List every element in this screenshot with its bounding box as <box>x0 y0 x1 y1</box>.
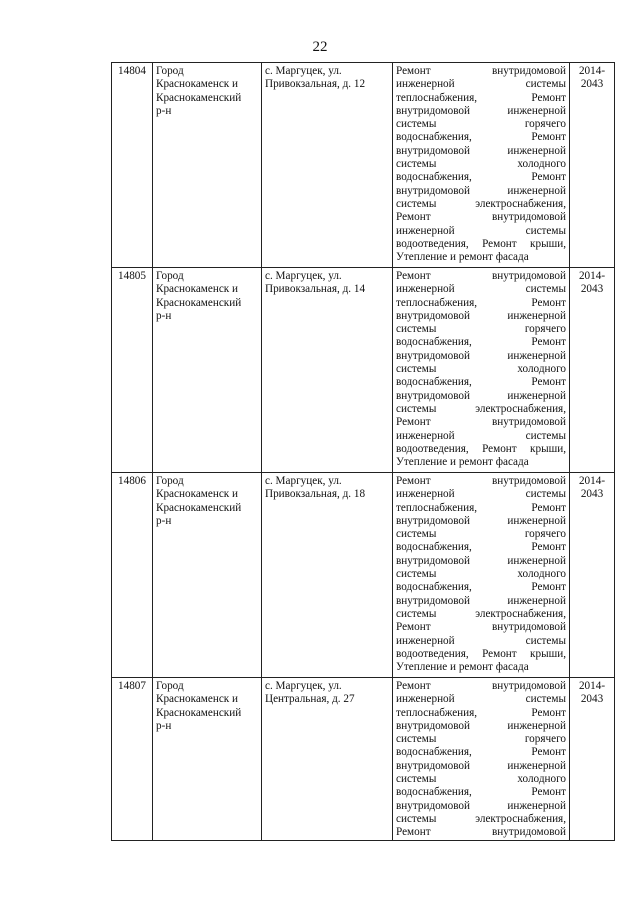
cell-line: внутридомовой инженерной <box>396 514 566 527</box>
cell-line: Привокзальная, д. 12 <box>265 78 366 91</box>
table-row <box>112 473 615 678</box>
cell-line: 2043 <box>580 283 604 296</box>
works-cell <box>393 268 570 473</box>
cell-line: системы электроснабжения, <box>396 402 566 415</box>
cell-line: водоснабжения, Ремонт <box>396 581 566 594</box>
cell-line: Ремонт внутридомовой <box>396 680 566 692</box>
cell-line: инженерной системы <box>396 488 566 501</box>
address-cell <box>262 473 393 678</box>
cell-line: водоснабжения, Ремонт <box>396 786 566 799</box>
period-cell <box>570 268 615 473</box>
table-row <box>112 678 615 841</box>
cell-line: водоснабжения, Ремонт <box>396 541 566 554</box>
cell-line: инженерной системы <box>396 693 566 706</box>
cell-line: системы горячего <box>396 323 566 336</box>
cell-line: внутридомовой инженерной <box>396 349 566 362</box>
cell-line: системы холодного <box>396 363 566 376</box>
cell-line: Центральная, д. 27 <box>265 693 355 706</box>
municipality-cell <box>153 63 262 268</box>
cell-line: системы электроснабжения, <box>396 197 566 210</box>
cell-line: Утепление и ремонт фасада <box>396 251 529 264</box>
cell-line: 2043 <box>580 693 604 706</box>
address-cell <box>262 268 393 473</box>
works-cell <box>393 678 570 841</box>
cell-line: внутридомовой инженерной <box>396 309 566 322</box>
row-number: 14807 <box>118 680 146 692</box>
cell-line: инженерной системы <box>396 283 566 296</box>
cell-line: Ремонт внутридомовой <box>396 65 566 77</box>
cell-line: системы горячего <box>396 118 566 131</box>
cell-line: внутридомовой инженерной <box>396 799 566 812</box>
cell-line: Утепление и ремонт фасада <box>396 456 529 469</box>
row-number: 14805 <box>118 270 146 282</box>
cell-line: водоснабжения, Ремонт <box>396 336 566 349</box>
cell-line: водоснабжения, Ремонт <box>396 376 566 389</box>
cell-line: с. Маргуцек, ул. <box>265 270 342 282</box>
cell-line: инженерной системы <box>396 429 566 442</box>
cell-line: внутридомовой инженерной <box>396 554 566 567</box>
municipality-cell <box>153 473 262 678</box>
cell-line: 2014- <box>578 65 606 77</box>
cell-line: Город <box>156 270 184 282</box>
works-cell <box>393 63 570 268</box>
cell-line: Ремонт внутридомовой <box>396 621 566 634</box>
cell-line: водоснабжения, Ремонт <box>396 171 566 184</box>
cell-line: внутридомовой инженерной <box>396 389 566 402</box>
table-row <box>112 268 615 473</box>
cell-line: Краснокаменский <box>156 91 242 104</box>
cell-line: системы холодного <box>396 568 566 581</box>
cell-line: Краснокаменск и <box>156 78 239 91</box>
cell-line: водоотведения, Ремонт крыши, <box>396 237 566 250</box>
cell-line: Город <box>156 65 184 77</box>
cell-line: р-н <box>156 104 172 117</box>
row-number: 14806 <box>118 475 146 487</box>
municipality-cell <box>153 678 262 841</box>
cell-line: Краснокаменский <box>156 296 242 309</box>
cell-line: водоснабжения, Ремонт <box>396 131 566 144</box>
cell-line: Краснокаменск и <box>156 283 239 296</box>
cell-line: водоотведения, Ремонт крыши, <box>396 442 566 455</box>
works-cell <box>393 473 570 678</box>
cell-line: внутридомовой инженерной <box>396 594 566 607</box>
cell-line: системы электроснабжения, <box>396 607 566 620</box>
cell-line: р-н <box>156 514 172 527</box>
cell-line: 2014- <box>578 270 606 282</box>
cell-line: 2043 <box>580 488 604 501</box>
cell-line: Ремонт внутридомовой <box>396 826 566 839</box>
cell-line: Привокзальная, д. 18 <box>265 488 366 501</box>
row-number-cell <box>112 473 153 678</box>
cell-line: Краснокаменск и <box>156 488 239 501</box>
cell-line: теплоснабжения, Ремонт <box>396 706 566 719</box>
cell-line: внутридомовой инженерной <box>396 104 566 117</box>
cell-line: Ремонт внутридомовой <box>396 475 566 487</box>
cell-line: внутридомовой инженерной <box>396 184 566 197</box>
cell-line: Город <box>156 680 184 692</box>
municipality-cell <box>153 268 262 473</box>
cell-line: теплоснабжения, Ремонт <box>396 91 566 104</box>
cell-line: внутридомовой инженерной <box>396 719 566 732</box>
cell-line: водоотведения, Ремонт крыши, <box>396 647 566 660</box>
cell-line: системы электроснабжения, <box>396 812 566 825</box>
row-number: 14804 <box>118 65 146 77</box>
cell-line: Краснокаменский <box>156 706 242 719</box>
page-number: 22 <box>312 39 328 55</box>
cell-line: внутридомовой инженерной <box>396 759 566 772</box>
cell-line: теплоснабжения, Ремонт <box>396 296 566 309</box>
address-cell <box>262 63 393 268</box>
address-cell <box>262 678 393 841</box>
cell-line: Краснокаменский <box>156 501 242 514</box>
period-cell <box>570 63 615 268</box>
row-number-cell <box>112 268 153 473</box>
cell-line: водоснабжения, Ремонт <box>396 746 566 759</box>
cell-line: внутридомовой инженерной <box>396 144 566 157</box>
cell-line: 2014- <box>578 475 606 487</box>
program-table <box>111 62 615 841</box>
cell-line: Краснокаменск и <box>156 693 239 706</box>
cell-line: 2043 <box>580 78 604 91</box>
cell-line: Ремонт внутридомовой <box>396 211 566 224</box>
cell-line: Утепление и ремонт фасада <box>396 661 529 674</box>
period-cell <box>570 473 615 678</box>
table-row <box>112 63 615 268</box>
cell-line: системы горячего <box>396 733 566 746</box>
cell-line: р-н <box>156 719 172 732</box>
cell-line: системы холодного <box>396 773 566 786</box>
cell-line: с. Маргуцек, ул. <box>265 680 342 692</box>
cell-line: системы горячего <box>396 528 566 541</box>
cell-line: 2014- <box>578 680 606 692</box>
cell-line: Привокзальная, д. 14 <box>265 283 366 296</box>
cell-line: инженерной системы <box>396 634 566 647</box>
row-number-cell <box>112 678 153 841</box>
program-table-body <box>112 63 615 841</box>
cell-line: с. Маргуцек, ул. <box>265 475 342 487</box>
cell-line: Ремонт внутридомовой <box>396 416 566 429</box>
cell-line: р-н <box>156 309 172 322</box>
cell-line: системы холодного <box>396 158 566 171</box>
cell-line: инженерной системы <box>396 224 566 237</box>
cell-line: теплоснабжения, Ремонт <box>396 501 566 514</box>
cell-line: Город <box>156 475 184 487</box>
period-cell <box>570 678 615 841</box>
cell-line: с. Маргуцек, ул. <box>265 65 342 77</box>
row-number-cell <box>112 63 153 268</box>
cell-line: инженерной системы <box>396 78 566 91</box>
cell-line: Ремонт внутридомовой <box>396 270 566 282</box>
